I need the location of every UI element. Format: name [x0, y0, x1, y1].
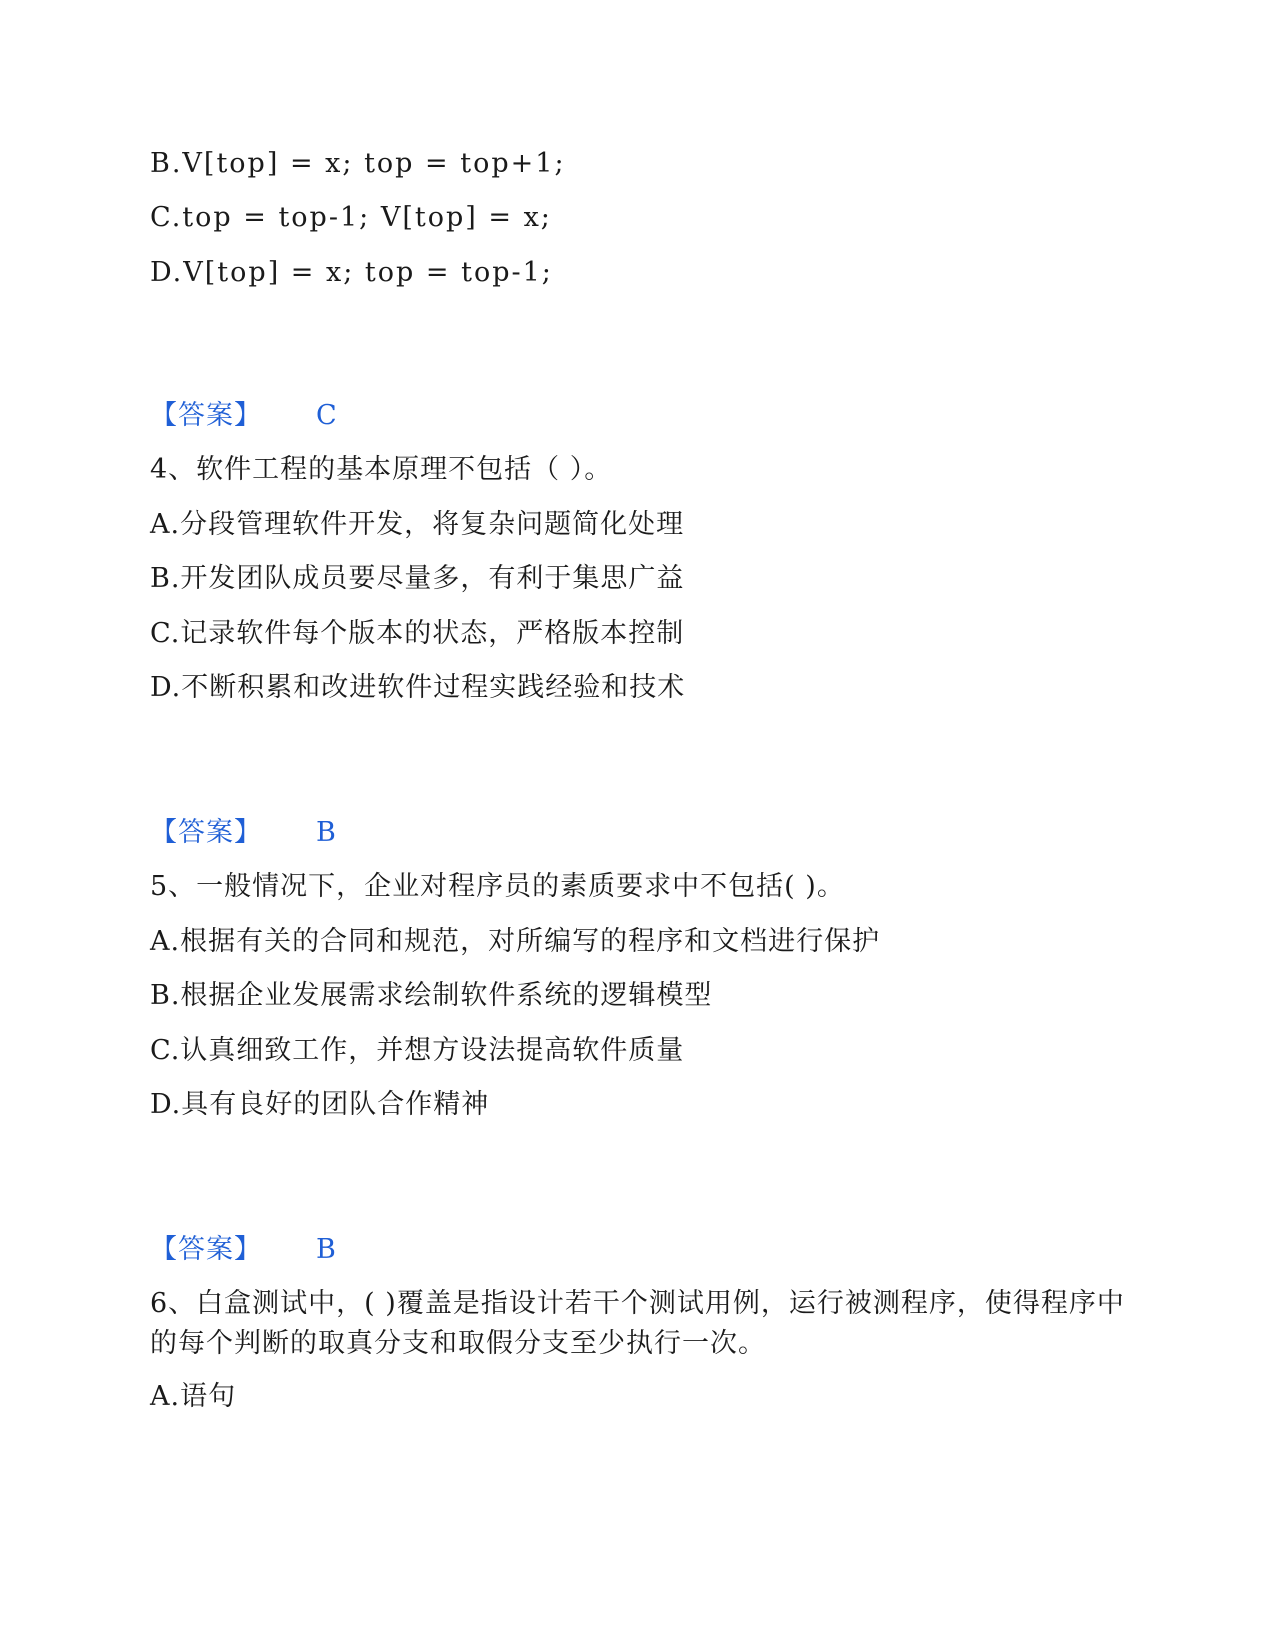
- q5-option-b: B.根据企业发展需求绘制软件系统的逻辑模型: [150, 980, 713, 1011]
- answer-5: [150, 1232, 336, 1268]
- q3-option-b: B.V[top] = x; top = top+1;: [150, 148, 566, 179]
- answer-label: 【答案】: [150, 400, 262, 431]
- answer-3: [150, 398, 337, 434]
- q4-option-c: C.记录软件每个版本的状态，严格版本控制: [150, 618, 685, 649]
- answer-value: C: [316, 400, 337, 431]
- q4-question: 4、软件工程的基本原理不包括（ ）。: [150, 454, 613, 485]
- answer-value: B: [316, 817, 336, 848]
- answer-value: B: [316, 1234, 336, 1265]
- q6-question: 6、白盒测试中，( )覆盖是指设计若干个测试用例，运行被测程序，使得程序中的每个判断的取真分支和取假分支至少执行一次。: [150, 1288, 1125, 1359]
- q5-question: 5、一般情况下，企业对程序员的素质要求中不包括( )。: [150, 871, 845, 902]
- q6-option-a: A.语句: [150, 1381, 237, 1412]
- answer-label: 【答案】: [150, 1234, 262, 1265]
- q5-option-d: D.具有良好的团队合作精神: [150, 1089, 490, 1120]
- q4-option-b: B.开发团队成员要尽量多，有利于集思广益: [150, 563, 685, 594]
- q4-option-a: A.分段管理软件开发，将复杂问题简化处理: [150, 509, 685, 540]
- q4-option-d: D.不断积累和改进软件过程实践经验和技术: [150, 672, 686, 703]
- q5-option-c: C.认真细致工作，并想方设法提高软件质量: [150, 1035, 685, 1066]
- answer-4: [150, 815, 336, 851]
- q3-option-d: D.V[top] = x; top = top-1;: [150, 257, 553, 288]
- q3-option-c: C.top = top-1; V[top] = x;: [150, 202, 552, 233]
- q5-option-a: A.根据有关的合同和规范，对所编写的程序和文档进行保护: [150, 926, 881, 957]
- answer-label: 【答案】: [150, 817, 262, 848]
